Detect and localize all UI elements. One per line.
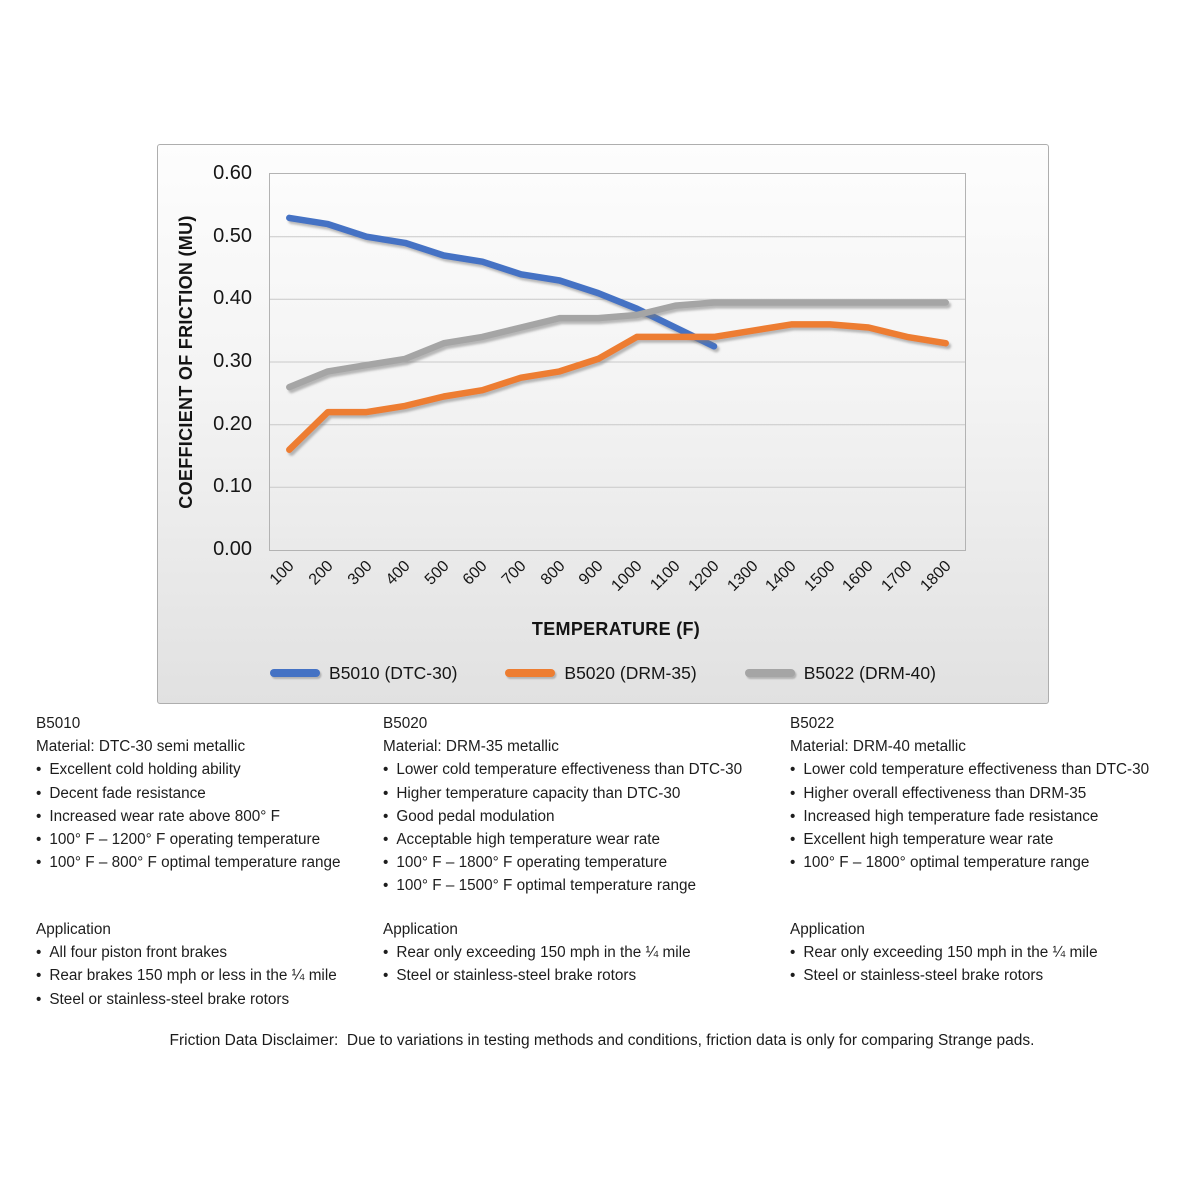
bullet-item: • Excellent cold holding ability xyxy=(36,758,381,781)
bullet-item: • 100° F – 1200° F operating temperature xyxy=(36,828,381,851)
x-tick-label: 1200 xyxy=(685,557,723,595)
pad-material-line: Material: DRM-40 metallic xyxy=(790,738,966,756)
pad-model-title: B5022 xyxy=(790,715,835,732)
application-list xyxy=(36,941,381,1011)
bullet-item: • Increased wear rate above 800° F xyxy=(36,805,381,828)
pad-column-b5022 xyxy=(790,712,1196,1012)
pad-model-title: B5020 xyxy=(383,715,428,732)
bullet-item: • Decent fade resistance xyxy=(36,782,381,805)
bullet-item: • Steel or stainless-steel brake rotors xyxy=(36,988,381,1011)
pad-material-line: Material: DRM-35 metallic xyxy=(383,738,559,756)
x-tick-label: 1700 xyxy=(878,557,916,595)
x-tick-label: 1800 xyxy=(917,557,955,595)
x-tick-label: 1500 xyxy=(801,557,839,595)
pad-feature-list xyxy=(383,758,787,897)
chart-legend xyxy=(158,662,1048,684)
x-tick-label: 500 xyxy=(421,557,453,589)
x-tick-label: 200 xyxy=(305,557,337,589)
bullet-item: • 100° F – 800° F optimal temperature range xyxy=(36,851,381,874)
y-tick-label: 0.20 xyxy=(213,412,252,435)
pad-feature-list xyxy=(790,758,1196,874)
application-list xyxy=(790,941,1196,987)
bullet-item: • 100° F – 1500° F optimal temperature range xyxy=(383,874,787,897)
x-tick-label: 300 xyxy=(344,557,376,589)
legend-label: B5010 (DTC-30) xyxy=(329,662,458,683)
pad-feature-list xyxy=(36,758,381,874)
bullet-item: • 100° F – 1800° optimal temperature range xyxy=(790,851,1196,874)
application-title: Application xyxy=(790,921,865,938)
legend-item xyxy=(745,663,936,684)
plot-area xyxy=(269,173,966,551)
x-tick-label: 800 xyxy=(537,557,569,589)
bullet-item: • All four piston front brakes xyxy=(36,941,381,964)
application-block xyxy=(36,918,381,1011)
pad-material-line: Material: DTC-30 semi metallic xyxy=(36,738,246,756)
y-tick-label: 0.00 xyxy=(213,538,252,560)
legend-line-swatch xyxy=(745,669,795,677)
x-tick-label: 1100 xyxy=(647,557,685,594)
legend-line-swatch xyxy=(270,669,320,677)
bullet-item: • Excellent high temperature wear rate xyxy=(790,828,1196,851)
bullet-item: • Steel or stainless-steel brake rotors xyxy=(790,964,1196,987)
y-tick-label: 0.60 xyxy=(213,162,252,184)
y-tick-label: 0.10 xyxy=(213,475,252,498)
bullet-item: • Lower cold temperature effectiveness than DTC-30 xyxy=(383,758,787,781)
pad-column-b5010 xyxy=(36,712,381,1012)
x-tick-label: 900 xyxy=(575,557,607,589)
legend-label: B5022 (DRM-40) xyxy=(803,662,936,683)
plot-svg xyxy=(270,174,965,550)
pad-column-b5020 xyxy=(383,712,787,1012)
x-tick-label: 100 xyxy=(267,557,298,589)
bullet-item: • Rear only exceeding 150 mph in the ¼ mile xyxy=(383,941,787,964)
bullet-item: • Rear only exceeding 150 mph in the ¼ mile xyxy=(790,941,1196,964)
chart-figure xyxy=(157,144,1049,704)
y-tick-label: 0.30 xyxy=(213,350,252,372)
pad-model-title: B5010 xyxy=(36,715,81,732)
application-title: Application xyxy=(383,921,458,938)
x-axis-title: TEMPERATURE (F) xyxy=(531,619,701,639)
bullet-item: • Steel or stainless-steel brake rotors xyxy=(383,964,787,987)
application-block xyxy=(790,918,1196,988)
bullet-item: • Lower cold temperature effectiveness than DTC-30 xyxy=(790,758,1196,781)
bullet-item: • Good pedal modulation xyxy=(383,805,787,828)
application-list xyxy=(383,941,787,987)
x-tick-label: 1400 xyxy=(762,557,800,595)
x-tick-label: 1300 xyxy=(724,557,762,595)
bullet-item: • Higher overall effectiveness than DRM-35 xyxy=(790,782,1196,805)
bullet-item: • Higher temperature capacity than DTC-30 xyxy=(383,782,787,805)
x-tick-label: 1000 xyxy=(608,557,646,595)
y-axis-title: COEFFICIENT OF FRICTION (MU) xyxy=(176,215,196,509)
disclaimer-text: Friction Data Disclaimer: Due to variations in testing methods and conditions, friction data is only for comparing Strange pads. xyxy=(169,1032,1035,1049)
bullet-item: • 100° F – 1800° F operating temperature xyxy=(383,851,787,874)
bullet-item: • Rear brakes 150 mph or less in the ¼ mile xyxy=(36,964,381,987)
x-tick-label: 600 xyxy=(460,557,492,589)
bullet-item: • Increased high temperature fade resistance xyxy=(790,805,1196,828)
x-tick-label: 1600 xyxy=(839,557,878,595)
y-tick-label: 0.40 xyxy=(213,287,252,310)
legend-line-swatch xyxy=(505,669,555,677)
legend-item xyxy=(505,663,696,684)
bullet-item: • Acceptable high temperature wear rate xyxy=(383,828,787,851)
pad-info-section xyxy=(0,712,1200,1012)
y-tick-label: 0.50 xyxy=(213,224,252,247)
application-block xyxy=(383,918,787,988)
legend-label: B5020 (DRM-35) xyxy=(564,662,697,683)
x-tick-label: 700 xyxy=(498,557,530,589)
application-title: Application xyxy=(36,921,111,938)
legend-item xyxy=(270,663,457,684)
x-tick-label: 400 xyxy=(382,557,414,589)
